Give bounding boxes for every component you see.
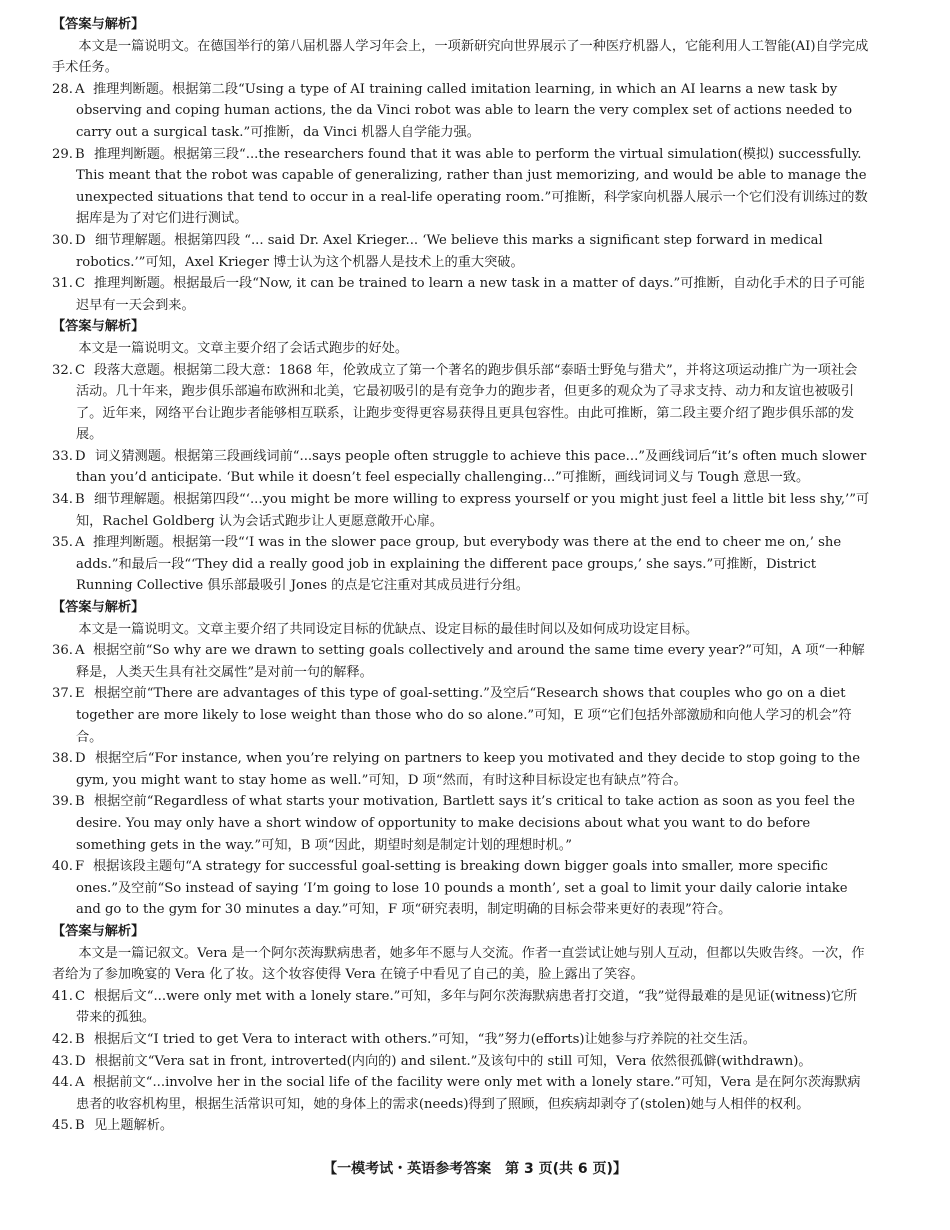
answer-item-29: [52, 144, 870, 230]
question-number: 43.: [52, 1053, 73, 1069]
section-intro: 本文是一篇说明文。文章主要介绍了会话式跑步的好处。: [78, 340, 409, 356]
answer-explanation: 见上题解析。: [94, 1118, 174, 1134]
answer-explanation: 细节理解题。根据第四段“‘...you might be more willing to express yourself or you might just feel a little bit less shy,’”可知，Rachel Goldberg 认为会话式跑步让人更愿意敞开心扉。: [76, 492, 870, 529]
answer-letter: F: [74, 859, 85, 875]
question-number: 37.: [52, 686, 73, 702]
answer-explanation: 根据空前“There are advantages of this type of goal-setting.”及空后“Research shows that couples who go on a diet together are more likely to lose weight than those who do so alone.”可知，E 项“它们包括外部激励和向他人学习的机会”符合。: [76, 686, 852, 745]
section-header: 【答案与解析】: [52, 17, 145, 32]
section-intro: 本文是一篇说明文。文章主要介绍了共同设定目标的优缺点、设定目标的最佳时间以及如何成功设定目标。: [78, 621, 699, 637]
question-number: 45.: [52, 1118, 73, 1134]
answer-explanation: 推理判断题。根据最后一段“Now, it can be trained to learn a new task in a matter of days.”可推断，自动化手术的日子可能迟早有一天会到来。: [76, 276, 865, 313]
answer-letter: A: [74, 643, 85, 659]
question-number: 44.: [52, 1075, 73, 1091]
answer-letter: B: [74, 1118, 85, 1134]
section-header: 【答案与解析】: [52, 319, 145, 335]
section-intro: 本文是一篇记叙文。Vera 是一个阿尔茨海默病患者，她多年不愿与人交流。作者一直尝试让她与别人互动，但都以失败告终。一次，作者给为了参加晚宴的 Vera 化了妆。这个妆容使得 Vera 在镜子中看见了自己的美，脸上露出了笑容。: [52, 945, 865, 983]
answer-explanation: 根据该段主题句“A strategy for successful goal-setting is breaking down bigger goals into smaller, more specific ones.”及空前“So instead of saying ‘I’m going to lose 10 pounds a month’, set a goal to limit your daily calorie intake and go to the gym for 30 minutes a day.”可知，F 项“研究表明，制定明确的目标会带来更好的表现”符合。: [76, 859, 848, 918]
answer-explanation: 推理判断题。根据第三段“...the researchers found that it was able to perform the virtual simulation(模拟) successfully. This meant that the robot was capable of generalizing, rather than just memorizing, and would be able to manage the unexpected situations that tend to occur in a real-life operating room.”可推断，科学家向机器人展示一个它们没有训练过的数据库是为了对它们进行测试。: [76, 146, 868, 227]
answer-letter: B: [74, 794, 85, 810]
question-number: 29.: [52, 146, 73, 162]
question-number: 31.: [52, 276, 73, 292]
answer-item-35: [52, 532, 870, 597]
answer-letter: A: [74, 1075, 85, 1091]
answer-explanation: 根据空前“Regardless of what starts your motivation, Bartlett says it’s critical to take action as soon as you feel the desire. You may only have a short window of opportunity to make decisions about what you want to do before something gets in the way.”可知，B 项“因此，期望时刻是制定计划的理想时机。”: [76, 794, 855, 853]
question-number: 33.: [52, 448, 73, 464]
answer-explanation: 段落大意题。根据第二段大意：1868 年，伦敦成立了第一个著名的跑步俱乐部“泰晤士野兔与猎犬”，并将这项运动推广为一项社会活动。几十年来，跑步俱乐部遍布欧洲和北美，它最初吸引的是有竞争力的跑步者，但更多的观众为了寻求支持、动力和友谊也被吸引了。近年来，网络平台让跑步者能够相互联系，让跑步变得更容易获得且更具包容性。由此可推断，第二段主要介绍了跑步俱乐部的发展。: [76, 362, 858, 443]
answer-section-running: [52, 316, 870, 597]
question-number: 38.: [52, 751, 73, 767]
question-number: 40.: [52, 859, 73, 875]
answer-item-34: [52, 489, 870, 532]
answer-letter: C: [74, 988, 86, 1004]
answer-letter: D: [74, 448, 86, 464]
answer-item-28: [52, 79, 870, 144]
answer-explanation: 推理判断题。根据第一段“‘I was in the slower pace group, but everybody was there at the end to cheer me on,’ she adds.”和最后一段“‘They did a really good job in explaining the different pace groups,’ she says.”可推断，District Running Collective 俱乐部最吸引 Jones 的点是它注重对其成员进行分组。: [76, 535, 842, 594]
answer-item-36: [52, 640, 870, 683]
answer-letter: A: [74, 81, 85, 97]
answer-section-vera: [52, 921, 870, 1137]
answer-item-42: [52, 1029, 870, 1051]
answer-document: [52, 14, 870, 1137]
page-footer: 【一模考试・英语参考答案 第 3 页(共 6 页)】: [323, 1161, 627, 1177]
answer-explanation: 根据前文“...involve her in the social life of the facility were only met with a lonely stare.”可知，Vera 是在阿尔茨海默病患者的收容机构里，根据生活常识可知，她的身体上的需求(needs)得到了照顾，但疾病却剥夺了(stolen)她与人相伴的权利。: [76, 1075, 861, 1112]
section-header: 【答案与解析】: [52, 600, 145, 616]
answer-item-41: [52, 986, 870, 1029]
question-number: 41.: [52, 988, 73, 1004]
answer-item-40: [52, 856, 870, 921]
answer-explanation: 根据后文“...were only met with a lonely stare.”可知，多年与阿尔茨海默病患者打交道，“我”觉得最难的是见证(witness)它所带来的孤独。: [76, 988, 858, 1026]
answer-letter: D: [74, 1053, 86, 1069]
answer-explanation: 根据空前“So why are we drawn to setting goals collectively and around the same time every year?”可知，A 项“一种解释是，人类天生具有社交属性”是对前一句的解释。: [76, 643, 865, 680]
answer-item-32: [52, 360, 870, 446]
answer-item-38: [52, 748, 870, 791]
section-intro: 本文是一篇说明文。在德国举行的第八届机器人学习年会上，一项新研究向世界展示了一种医疗机器人，它能利用人工智能(AI)自学完成手术任务。: [52, 38, 869, 76]
answer-letter: B: [74, 1031, 85, 1047]
answer-item-39: [52, 791, 870, 856]
answer-explanation: 推理判断题。根据第二段“Using a type of AI training called imitation learning, in which an AI learns a new task by observing and coping human actions, the da Vinci robot was able to learn the very complex set of actions needed to carry out a surgical task.”可推断，da Vinci 机器人自学能力强。: [76, 81, 853, 140]
question-number: 28.: [52, 81, 73, 97]
answer-section-robotics: [52, 14, 870, 316]
answer-letter: C: [74, 362, 86, 378]
question-number: 36.: [52, 643, 73, 659]
answer-explanation: 细节理解题。根据第四段 “... said Dr. Axel Krieger... ‘We believe this marks a significant step forward in medical robotics.’”可知，Axel Krieger 博士认为这个机器人是技术上的重大突破。: [76, 232, 823, 270]
answer-item-30: [52, 230, 870, 273]
answer-item-44: [52, 1072, 870, 1115]
answer-section-goals: [52, 597, 870, 921]
question-number: 30.: [52, 232, 73, 248]
answer-explanation: 根据空后“For instance, when you’re relying on partners to keep you motivated and they decide to stop going to the gym, you might want to stay home as well.”可知，D 项“然而，有时这种目标设定也有缺点”符合。: [76, 751, 861, 788]
question-number: 32.: [52, 362, 73, 378]
answer-explanation: 词义猜测题。根据第三段画线词前“...says people often struggle to achieve this pace...”及画线词后“it’s often much slower than you’d anticipate. ‘But while it doesn’t feel especially challenging...”可推断，画线词词义与 Tough 意思一致。: [76, 448, 867, 486]
section-header: 【答案与解析】: [52, 923, 145, 939]
answer-letter: B: [74, 146, 85, 162]
question-number: 39.: [52, 794, 73, 810]
answer-item-37: [52, 683, 870, 748]
question-number: 34.: [52, 492, 73, 508]
answer-letter: D: [74, 751, 86, 767]
answer-letter: C: [74, 276, 86, 292]
answer-item-31: [52, 273, 870, 316]
question-number: 42.: [52, 1031, 73, 1047]
answer-letter: B: [74, 492, 85, 508]
answer-item-43: [52, 1051, 870, 1073]
answer-explanation: 根据后文“I tried to get Vera to interact with others.”可知，“我”努力(efforts)让她参与疗养院的社交生活。: [94, 1031, 756, 1047]
answer-letter: D: [74, 232, 86, 248]
answer-letter: A: [74, 535, 85, 551]
answer-explanation: 根据前文“Vera sat in front, introverted(内向的) and silent.”及该句中的 still 可知，Vera 依然很孤僻(withdrawn)。: [95, 1053, 812, 1069]
question-number: 35.: [52, 535, 73, 551]
answer-item-33: [52, 446, 870, 489]
answer-letter: E: [74, 686, 85, 702]
answer-item-45: [52, 1115, 870, 1137]
